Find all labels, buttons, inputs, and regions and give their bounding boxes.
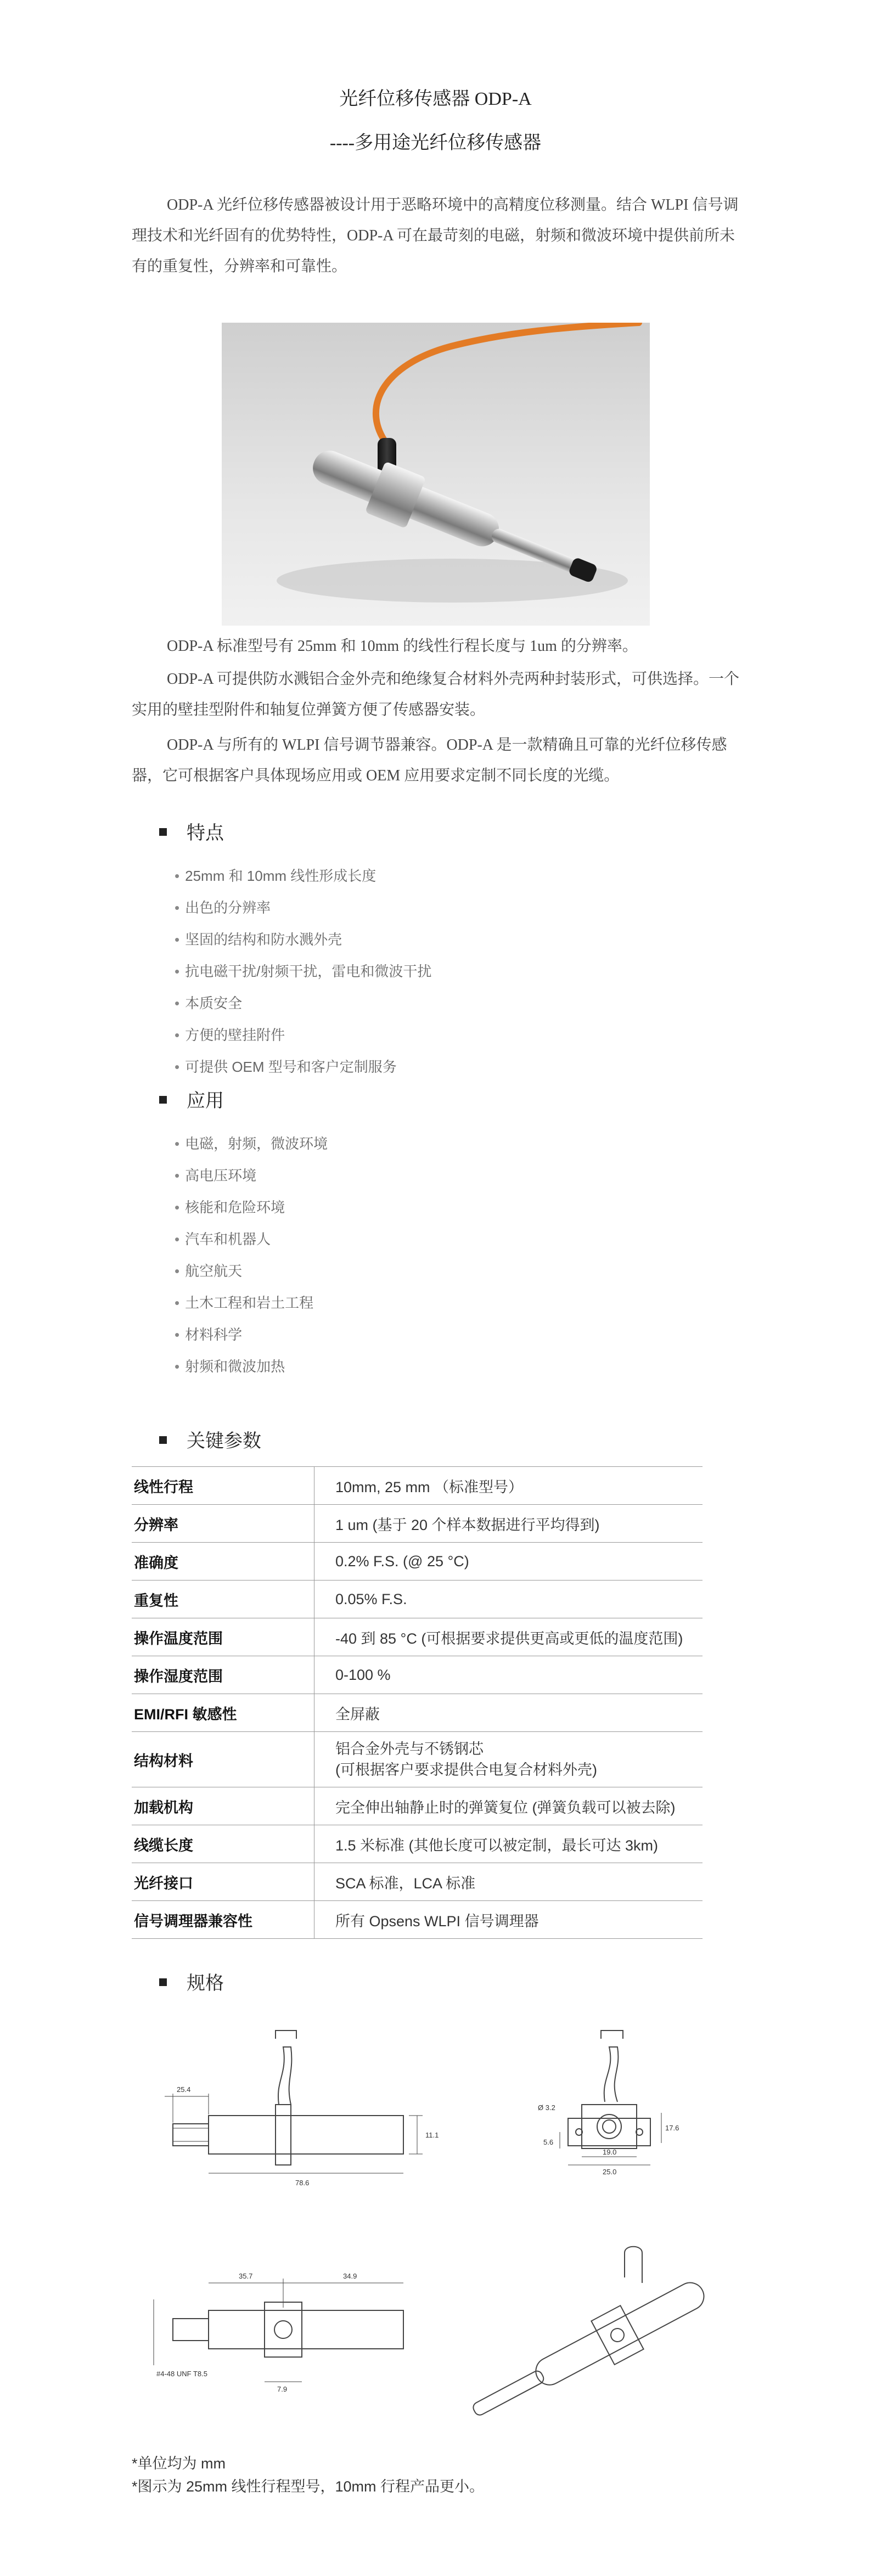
param-value: SCA 标准，LCA 标准 <box>314 1863 703 1901</box>
dim-label: 25.4 <box>177 2085 191 2094</box>
param-name: 重复性 <box>132 1581 314 1618</box>
specs-heading: 规格 <box>159 1968 224 1995</box>
table-row <box>132 1505 703 1543</box>
dim-label: 35.7 <box>239 2272 253 2280</box>
param-value-line: 铝合金外壳与不锈钢芯 <box>335 1741 484 1757</box>
list-item: • 本质安全 <box>175 987 431 1019</box>
param-value: -40 到 85 °C (可根据要求提供更高或更低的温度范围) <box>314 1618 703 1656</box>
table-row <box>132 1732 703 1787</box>
list-item: • 汽车和机器人 <box>175 1223 328 1255</box>
list-item: • 抗电磁干扰/射频干扰，雷电和微波干扰 <box>175 955 431 987</box>
features-list <box>175 860 431 1083</box>
param-value-line: (可根据客户要求提供合电复合材料外壳) <box>335 1762 597 1778</box>
list-item: • 材料科学 <box>175 1319 328 1351</box>
applications-heading: 应用 <box>159 1085 224 1112</box>
param-value <box>314 1732 703 1787</box>
list-item: • 航空航天 <box>175 1255 328 1287</box>
dim-label: 5.6 <box>543 2138 554 2146</box>
product-photo <box>222 323 650 626</box>
page-title: 光纤位移传感器 ODP-A <box>339 89 532 109</box>
param-value: 所有 Opsens WLPI 信号调理器 <box>314 1901 703 1939</box>
param-value: 完全伸出轴静止时的弹簧复位 (弹簧负载可以被去除) <box>314 1787 703 1825</box>
param-value: 全屏蔽 <box>314 1694 703 1732</box>
compatibility-paragraph: ODP-A 与所有的 WLPI 信号调节器兼容。ODP-A 是一款精确且可靠的光纤位移传感器，它可根据客户具体现场应用或 OEM 应用要求定制不同长度的光缆。 <box>132 736 727 784</box>
table-row <box>132 1581 703 1618</box>
square-bullet-icon <box>159 1096 167 1104</box>
list-item: • 25mm 和 10mm 线性形成长度 <box>175 860 431 892</box>
param-value: 1 um (基于 20 个样本数据进行平均得到) <box>314 1505 703 1543</box>
param-name: 操作温度范围 <box>132 1618 314 1656</box>
model-note: *图示为 25mm 线性行程型号，10mm 行程产品更小。 <box>132 2478 485 2495</box>
param-value: 0-100 % <box>314 1656 703 1694</box>
dim-label: 17.6 <box>665 2124 679 2132</box>
list-item: • 坚固的结构和防水溅外壳 <box>175 924 431 955</box>
dimension-drawing <box>132 2025 741 2442</box>
dim-label: #4-48 UNF T8.5 <box>156 2370 207 2378</box>
square-bullet-icon <box>159 1978 167 1986</box>
applications-list <box>175 1128 328 1382</box>
page-subtitle: ----多用途光纤位移传感器 <box>329 133 542 153</box>
table-row <box>132 1787 703 1825</box>
dim-label: 25.0 <box>603 2168 617 2176</box>
dim-label: 78.6 <box>295 2179 310 2187</box>
features-heading: 特点 <box>159 818 224 845</box>
table-row <box>132 1694 703 1732</box>
intro-paragraph: ODP-A 光纤位移传感器被设计用于恶略环境中的高精度位移测量。结合 WLPI 信号调理技术和光纤固有的优势特性，ODP-A 可在最苛刻的电磁，射频和微波环境中提供前所未有的重复性，分辨率和可靠性。 <box>132 196 739 275</box>
dim-label: 19.0 <box>603 2148 617 2156</box>
table-row <box>132 1825 703 1863</box>
housing-paragraph: ODP-A 可提供防水溅铝合金外壳和绝缘复合材料外壳两种封装形式，可供选择。一个实用的壁挂型附件和轴复位弹簧方便了传感器安装。 <box>132 671 740 718</box>
param-name: 加载机构 <box>132 1787 314 1825</box>
dim-label: 34.9 <box>343 2272 357 2280</box>
standard-models-paragraph: ODP-A 标准型号有 25mm 和 10mm 的线性行程长度与 1um 的分辨率。 <box>167 638 638 655</box>
list-item: • 核能和危险环境 <box>175 1191 328 1223</box>
list-item: • 高电压环境 <box>175 1160 328 1191</box>
square-bullet-icon <box>159 1436 167 1444</box>
table-row <box>132 1901 703 1939</box>
list-item: • 电磁，射频，微波环境 <box>175 1128 328 1160</box>
table-row <box>132 1863 703 1901</box>
param-value: 1.5 米标准 (其他长度可以被定制，最长可达 3km) <box>314 1825 703 1863</box>
param-name: 操作湿度范围 <box>132 1656 314 1694</box>
list-item: • 可提供 OEM 型号和客户定制服务 <box>175 1051 431 1083</box>
list-item: • 方便的壁挂附件 <box>175 1019 431 1051</box>
table-row <box>132 1543 703 1581</box>
param-value: 0.2% F.S. (@ 25 °C) <box>314 1543 703 1581</box>
param-value: 0.05% F.S. <box>314 1581 703 1618</box>
param-name: 线缆长度 <box>132 1825 314 1863</box>
list-item: • 射频和微波加热 <box>175 1351 328 1382</box>
param-name: 光纤接口 <box>132 1863 314 1901</box>
param-name: EMI/RFI 敏感性 <box>132 1694 314 1732</box>
param-name: 结构材料 <box>132 1732 314 1787</box>
dim-label: 7.9 <box>277 2385 288 2393</box>
param-name: 线性行程 <box>132 1467 314 1505</box>
key-params-heading: 关键参数 <box>159 1426 261 1453</box>
list-item: • 出色的分辨率 <box>175 892 431 924</box>
square-bullet-icon <box>159 828 167 836</box>
list-item: • 土木工程和岩土工程 <box>175 1287 328 1319</box>
dim-label: Ø 3.2 <box>538 2103 555 2112</box>
param-name: 准确度 <box>132 1543 314 1581</box>
param-value: 10mm, 25 mm （标准型号） <box>314 1467 703 1505</box>
param-name: 信号调理器兼容性 <box>132 1901 314 1939</box>
table-row <box>132 1656 703 1694</box>
param-name: 分辨率 <box>132 1505 314 1543</box>
dim-label: 11.1 <box>425 2131 439 2139</box>
units-note: *单位均为 mm <box>132 2455 226 2472</box>
table-row <box>132 1618 703 1656</box>
key-params-table <box>132 1466 703 1939</box>
table-row <box>132 1467 703 1505</box>
